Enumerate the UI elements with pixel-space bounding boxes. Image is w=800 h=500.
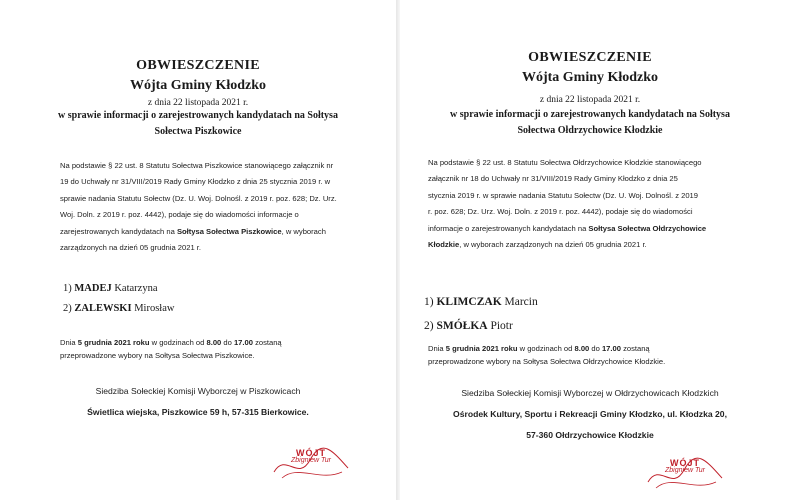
signature-scribble-icon [268, 442, 358, 486]
subject-line: w sprawie informacji o zarejestrowanych kandydatach na Sołtysa [58, 110, 338, 121]
notice-date: z dnia 22 listopada 2021 r. [539, 95, 641, 105]
election-text: Dnia [60, 338, 78, 347]
seat-line: Siedziba Sołeckiej Komisji Wyborczej w Piszkowicach [95, 386, 301, 396]
body-text-bold: Sołtysa Sołectwa Piszkowice [176, 226, 282, 236]
candidate-item [63, 283, 157, 294]
election-line: przeprowadzone wybory na Sołtysa Sołectwa Piszkowice. [60, 350, 255, 360]
signature-name: Zbigniew Tur [291, 457, 331, 464]
election-line [60, 337, 360, 350]
candidate-item [424, 320, 513, 332]
election-line: przeprowadzone wybory na Sołtysa Sołectwa Ołdrzychowice Kłodzkie. [428, 356, 666, 366]
signature-stamp [650, 458, 720, 474]
subject-line: Sołectwa Ołdrzychowice Kłodzkie [517, 125, 663, 136]
notice-subtitle: Wójta Gminy Kłodzko [521, 70, 659, 85]
signature-name: Zbigniew Tur [665, 467, 705, 474]
signature-role: WÓJT [670, 458, 700, 468]
signature-role: WÓJT [296, 448, 326, 458]
candidate-number: 2) [424, 320, 434, 332]
body-line: Woj. Doln. z 2019 r. poz. 4442), podaje się do wiadomości informacje o [60, 210, 299, 220]
body-line: zarządzonych na dzień 05 grudnia 2021 r. [60, 243, 202, 253]
candidate-number: 2) [63, 303, 72, 314]
body-text-fragment: zarejestrowanych kandydatach na [60, 226, 177, 236]
body-line: Na podstawie § 22 ust. 8 Statutu Sołectwa Piszkowice stanowiącego załącznik nr [60, 161, 334, 170]
notice-page-oldrzychowice [400, 0, 800, 500]
signature-scribble-icon [642, 452, 732, 496]
candidate-first-name: Marcin [504, 296, 538, 308]
election-start-time: 8.00 [574, 344, 590, 353]
election-end-time: 17.00 [601, 344, 621, 353]
subject-line: w sprawie informacji o zarejestrowanych kandydatach na Sołtysa [450, 109, 730, 120]
election-line [428, 343, 778, 356]
notice-body [428, 155, 778, 253]
body-line: 19 do Uchwały nr 31/VIII/2019 Rady Gminy Kłodzko z dnia 25 stycznia 2019 r. w [60, 177, 331, 187]
election-text: w godzinach od [149, 338, 207, 347]
seat-address: Świetlica wiejska, Piszkowice 59 h, 57-315 Bierkowice. [87, 407, 309, 417]
election-text: do [221, 338, 234, 347]
body-line [60, 224, 360, 240]
notice-subject [400, 107, 780, 139]
body-text-bold: Sołtysa Sołectwa Ołdrzychowice [588, 223, 707, 233]
candidate-surname: ZALEWSKI [74, 303, 132, 314]
notice-title: OBWIESZCZENIE [528, 50, 652, 65]
body-line: r. poz. 628; Dz. Urz. Woj. Doln. z 2019 r. poz. 4442), podaje się do wiadomości [428, 207, 693, 217]
candidate-item [424, 296, 538, 308]
election-text: w godzinach od [517, 344, 575, 353]
candidate-surname: SMÓŁKA [436, 320, 488, 332]
subject-line: Sołectwa Piszkowice [154, 126, 242, 137]
election-info [60, 337, 360, 362]
body-line: załącznik nr 18 do Uchwały nr 31/VIII/2019 Rady Gminy Kłodzko z dnia 25 [428, 174, 678, 184]
commission-seat [400, 383, 780, 446]
body-line [428, 237, 778, 253]
candidate-item [63, 303, 174, 314]
election-text: zostaną [252, 338, 282, 347]
body-text-fragment: , w wyborach [281, 226, 326, 236]
election-info [428, 343, 778, 368]
candidate-number: 1) [424, 296, 434, 308]
notice-subject [0, 108, 396, 140]
candidate-first-name: Katarzyna [114, 283, 158, 294]
election-text: Dnia [428, 344, 446, 353]
notice-page-piszkowice [0, 0, 396, 500]
election-text: do [589, 344, 602, 353]
body-line [428, 221, 778, 237]
notice-subtitle: Wójta Gminy Kłodzko [129, 78, 267, 93]
candidate-surname: MADEJ [74, 283, 112, 294]
body-text-fragment: , w wyborach zarządzonych na dzień 05 grudnia 2021 r. [459, 240, 647, 250]
candidate-first-name: Mirosław [134, 303, 175, 314]
election-start-time: 8.00 [206, 338, 222, 347]
seat-address: 57-360 Ołdrzychowice Kłodzkie [526, 430, 654, 440]
signature-stamp [276, 448, 346, 464]
body-text-bold: Kłodzkie [428, 240, 460, 250]
seat-line: Siedziba Sołeckiej Komisji Wyborczej w Ołdrzychowicach Kłodzkich [461, 388, 719, 398]
body-line: Na podstawie § 22 ust. 8 Statutu Sołectwa Ołdrzychowice Kłodzkie stanowiącego [428, 158, 702, 167]
body-line: stycznia 2019 r. w sprawie nadania Statutu Sołectw (Dz. U. Woj. Dolnośl. z 2019 [428, 190, 698, 200]
election-text: zostaną [620, 344, 650, 353]
candidate-number: 1) [63, 283, 72, 294]
seat-address: Ośrodek Kultury, Sportu i Rekreacji Gminy Kłodzko, ul. Kłodzka 20, [453, 409, 727, 419]
election-date: 5 grudnia 2021 roku [445, 344, 518, 353]
election-end-time: 17.00 [233, 338, 253, 347]
notice-title: OBWIESZCZENIE [136, 58, 260, 73]
candidate-surname: KLIMCZAK [436, 296, 502, 308]
election-date: 5 grudnia 2021 roku [77, 338, 150, 347]
commission-seat [0, 381, 396, 423]
body-text-fragment: informacje o zarejestrowanych kandydatach na [428, 223, 589, 233]
body-line: sprawie nadania Statutu Sołectw (Dz. U. Woj. Dolnośl. z 2019 r. poz. 628; Dz. Urz. [60, 193, 337, 203]
notice-date: z dnia 22 listopada 2021 r. [147, 98, 249, 108]
candidate-first-name: Piotr [490, 320, 513, 332]
notice-body [60, 158, 360, 256]
